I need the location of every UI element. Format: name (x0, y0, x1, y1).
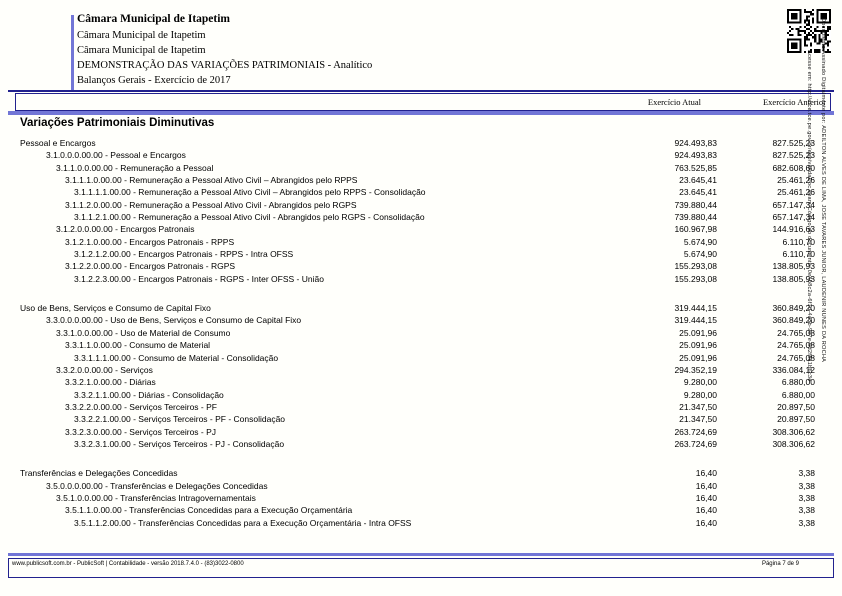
report-title: DEMONSTRAÇÃO DAS VARIAÇÕES PATRIMONIAIS - Analítico (77, 59, 373, 71)
value-current-exercise: 16,40 (695, 505, 717, 516)
report-row (0, 389, 842, 401)
report-row (0, 504, 842, 516)
account-block (0, 137, 842, 285)
value-current-exercise: 294.352,19 (674, 364, 717, 375)
account-label: 3.3.2.2.1.00.00 - Serviços Terceiros - PF - Consolidação (74, 414, 286, 425)
account-label: Pessoal e Encargos (20, 138, 96, 148)
value-current-exercise: 21.347,50 (679, 401, 717, 412)
value-previous-exercise: 682.608,60 (772, 162, 815, 173)
value-previous-exercise: 20.897,50 (777, 401, 815, 412)
value-current-exercise: 16,40 (695, 492, 717, 503)
footer-band (8, 553, 834, 556)
value-current-exercise: 21.347,50 (679, 414, 717, 425)
report-row (0, 248, 842, 260)
value-previous-exercise: 6.110,70 (782, 236, 815, 247)
value-previous-exercise: 3,38 (798, 492, 815, 503)
value-current-exercise: 155.293,08 (674, 261, 717, 272)
value-previous-exercise: 3,38 (798, 505, 815, 516)
value-current-exercise: 319.444,15 (674, 303, 717, 314)
account-label: 3.1.1.0.0.00.00 - Remuneração a Pessoal (56, 162, 214, 173)
value-current-exercise: 739.880,44 (674, 212, 717, 223)
account-label: 3.1.2.2.3.00.00 - Encargos Patronais - RGPS - Inter OFSS - União (74, 273, 324, 284)
value-current-exercise: 25.091,96 (679, 340, 717, 351)
value-previous-exercise: 308.306,62 (772, 426, 815, 437)
report-row (0, 260, 842, 272)
value-current-exercise: 263.724,69 (674, 426, 717, 437)
value-current-exercise: 160.967,98 (674, 224, 717, 235)
value-previous-exercise: 24.765,08 (777, 352, 815, 363)
letterhead-accent-bar (71, 15, 74, 91)
value-current-exercise: 23.645,41 (679, 175, 717, 186)
header-band (8, 111, 834, 115)
account-label: 3.3.2.0.0.00.00 - Serviços (56, 364, 153, 375)
value-previous-exercise: 144.916,63 (772, 224, 815, 235)
value-previous-exercise: 657.147,34 (772, 212, 815, 223)
account-label: 3.3.1.1.1.00.00 - Consumo de Material - Consolidação (74, 352, 279, 363)
report-row (0, 302, 842, 314)
report-row (0, 273, 842, 285)
account-label: 3.3.0.0.0.00.00 - Uso de Bens, Serviços e Consumo de Capital Fixo (46, 315, 302, 326)
account-label: 3.5.1.1.2.00.00 - Transferências Concedidas para a Execução Orçamentária - Intra OFSS (74, 517, 412, 528)
signature-strip-line2: Acesse em: http://etce.tce.pe.gov.br/epp/validaDoc.seam Código do documento: 0e4b8c2a-6f1d-4a3b-9c7e-5d2f8a1b6c3e (806, 50, 812, 382)
value-current-exercise: 16,40 (695, 480, 717, 491)
report-row (0, 364, 842, 376)
account-label: 3.1.1.2.1.00.00 - Remuneração a Pessoal Ativo Civil - Abrangidos pelo RGPS - Consolidação (74, 212, 425, 223)
value-previous-exercise: 827.525,23 (772, 138, 815, 148)
report-row (0, 199, 842, 211)
report-row (0, 492, 842, 504)
column-header-previous: Exercício Anterior (762, 97, 826, 107)
account-label: 3.5.0.0.0.00.00 - Transferências e Delegações Concedidas (46, 480, 268, 491)
report-row (0, 480, 842, 492)
account-label: 3.1.1.2.0.00.00 - Remuneração a Pessoal Ativo Civil - Abrangidos pelo RGPS (65, 199, 357, 210)
account-label: 3.3.1.0.0.00.00 - Uso de Material de Consumo (56, 327, 231, 338)
value-current-exercise: 263.724,69 (674, 438, 717, 449)
account-label: 3.1.1.1.1.00.00 - Remuneração a Pessoal Ativo Civil – Abrangidos pelo RPPS - Consolidação (74, 187, 426, 198)
report-row (0, 327, 842, 339)
account-label: 3.5.1.1.0.00.00 - Transferências Concedidas para a Execução Orçamentária (65, 505, 353, 516)
value-previous-exercise: 24.765,08 (777, 340, 815, 351)
value-previous-exercise: 360.849,20 (772, 303, 815, 314)
header-rule (8, 90, 834, 92)
footer-page-number: Página 7 de 9 (761, 561, 799, 567)
value-current-exercise: 924.493,83 (674, 150, 717, 161)
value-previous-exercise: 6.880,00 (781, 377, 815, 388)
report-row (0, 352, 842, 364)
account-label: 3.1.2.0.0.00.00 - Encargos Patronais (56, 224, 195, 235)
report-row (0, 186, 842, 198)
org-name-bold: Câmara Municipal de Itapetim (77, 13, 231, 25)
value-current-exercise: 155.293,08 (674, 273, 717, 284)
value-current-exercise: 23.645,41 (679, 187, 717, 198)
account-label: 3.1.1.1.0.00.00 - Remuneração a Pessoal Ativo Civil – Abrangidos pelo RPPS (65, 175, 358, 186)
report-row (0, 314, 842, 326)
account-block (0, 302, 842, 450)
report-row (0, 211, 842, 223)
account-label: Transferências e Delegações Concedidas (20, 468, 178, 479)
column-header-current: Exercício Atual (647, 97, 701, 107)
org-name-line3: Câmara Municipal de Itapetim (77, 44, 206, 56)
report-row (0, 149, 842, 161)
value-current-exercise: 16,40 (695, 468, 717, 479)
value-previous-exercise: 25.461,26 (777, 187, 815, 198)
account-label: Uso de Bens, Serviços e Consumo de Capital Fixo (20, 303, 211, 314)
signature-strip-line1: Documento Assinado Digitalmente por: ADEILTON ALVES DE LIMA, JOSE TAVARES JUNIOR, LAUDENIR NUNES DA ROCHA (820, 18, 826, 363)
report-row (0, 517, 842, 529)
value-previous-exercise: 138.805,93 (772, 261, 815, 272)
report-row (0, 413, 842, 425)
account-label: 3.3.1.1.0.00.00 - Consumo de Material (65, 340, 211, 351)
account-label: 3.1.2.1.0.00.00 - Encargos Patronais - RPPS (65, 236, 235, 247)
value-current-exercise: 319.444,15 (674, 315, 717, 326)
value-previous-exercise: 827.525,23 (772, 150, 815, 161)
report-subtitle: Balanços Gerais - Exercício de 2017 (77, 75, 231, 87)
value-previous-exercise: 3,38 (798, 480, 815, 491)
account-label: 3.5.1.0.0.00.00 - Transferências Intragovernamentais (56, 492, 256, 503)
value-previous-exercise: 657.147,34 (772, 199, 815, 210)
value-previous-exercise: 25.461,26 (777, 175, 815, 186)
value-previous-exercise: 308.306,62 (772, 438, 815, 449)
account-label: 3.3.2.1.1.00.00 - Diárias - Consolidação (74, 389, 224, 400)
value-previous-exercise: 138.805,93 (772, 273, 815, 284)
report-row (0, 162, 842, 174)
footer-software-info: www.publicsoft.com.br - PublicSoft | Contabilidade - versão 2018.7.4.0 - (83)3022-0800 (12, 561, 244, 567)
value-current-exercise: 763.525,85 (674, 162, 717, 173)
value-previous-exercise: 6.880,00 (781, 389, 815, 400)
report-row (0, 426, 842, 438)
value-previous-exercise: 20.897,50 (777, 414, 815, 425)
value-current-exercise: 16,40 (695, 517, 717, 528)
account-block (0, 467, 842, 529)
section-title: Variações Patrimoniais Diminutivas (20, 117, 215, 129)
letterhead (77, 12, 372, 88)
account-label: 3.1.0.0.0.00.00 - Pessoal e Encargos (46, 150, 186, 161)
column-header-box (15, 93, 831, 111)
value-previous-exercise: 336.084,12 (772, 364, 815, 375)
value-previous-exercise: 6.110,70 (782, 249, 815, 260)
report-row (0, 223, 842, 235)
report-row (0, 467, 842, 479)
account-label: 3.3.2.3.0.00.00 - Serviços Terceiros - PJ (65, 426, 217, 437)
org-name-line2: Câmara Municipal de Itapetim (77, 29, 206, 41)
report-row (0, 376, 842, 388)
report-row (0, 401, 842, 413)
report-row (0, 137, 842, 149)
value-current-exercise: 9.280,00 (683, 389, 717, 400)
report-row (0, 174, 842, 186)
report-body (0, 137, 842, 546)
value-current-exercise: 25.091,96 (679, 327, 717, 338)
value-current-exercise: 5.674,90 (683, 249, 717, 260)
value-current-exercise: 5.674,90 (683, 236, 717, 247)
value-current-exercise: 25.091,96 (679, 352, 717, 363)
value-current-exercise: 9.280,00 (683, 377, 717, 388)
value-current-exercise: 924.493,83 (674, 138, 717, 148)
account-label: 3.3.2.1.0.00.00 - Diárias (65, 377, 156, 388)
value-previous-exercise: 3,38 (798, 468, 815, 479)
account-label: 3.1.2.2.0.00.00 - Encargos Patronais - RGPS (65, 261, 236, 272)
report-row (0, 236, 842, 248)
footer-box (8, 558, 834, 578)
value-previous-exercise: 3,38 (798, 517, 815, 528)
account-label: 3.3.2.2.0.00.00 - Serviços Terceiros - PF (65, 401, 217, 412)
value-previous-exercise: 360.849,20 (772, 315, 815, 326)
account-label: 3.3.2.3.1.00.00 - Serviços Terceiros - PJ - Consolidação (74, 438, 285, 449)
report-row (0, 438, 842, 450)
value-previous-exercise: 24.765,08 (777, 327, 815, 338)
report-row (0, 339, 842, 351)
value-current-exercise: 739.880,44 (674, 199, 717, 210)
account-label: 3.1.2.1.2.00.00 - Encargos Patronais - RPPS - Intra OFSS (74, 249, 294, 260)
